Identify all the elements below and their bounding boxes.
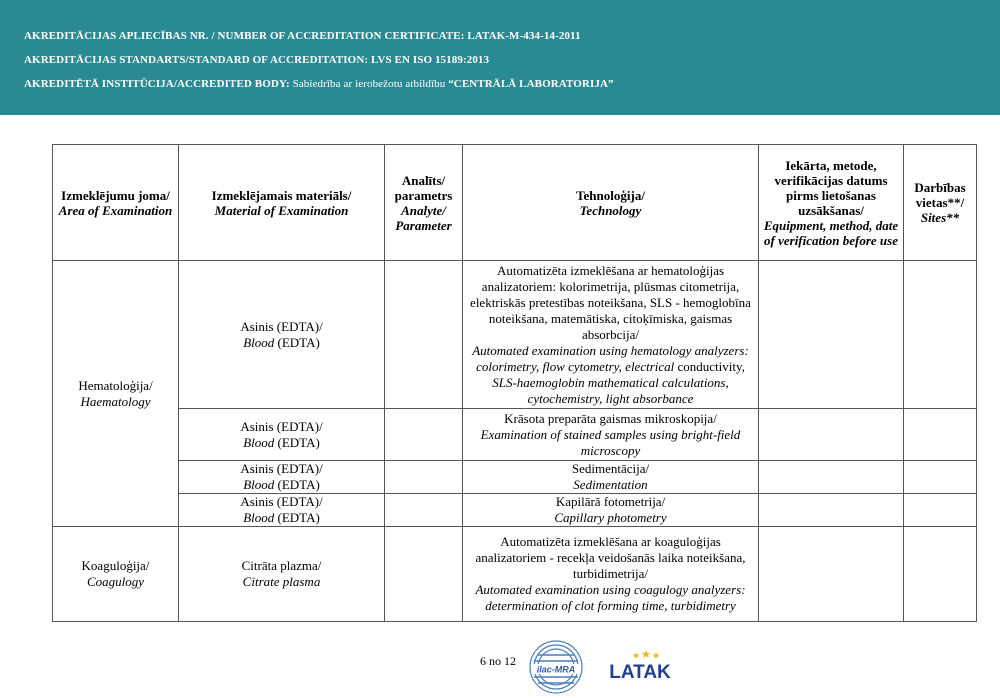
technology-cell: Automatizēta izmeklēšana ar koaguloģijas analizatoriem - recekļa veidošanās laika noteikšana, turbidimetrija/ Automated examination using coagulogy analyzers: determination of clot forming time, turbidimetry [463, 527, 759, 622]
page-number: 6 no 12 [480, 654, 516, 668]
technology-cell: Kapilārā fotometrija/ Capillary photometry [463, 494, 759, 527]
header-sites: Darbības vietas**/ Sites** [904, 145, 977, 261]
material-cell: Asinis (EDTA)/ Blood (EDTA) [179, 494, 385, 527]
technology-cell: Automatizēta izmeklēšana ar hematoloģijas analizatoriem: kolorimetrija, plūsmas citometrija, elektriskās pretestības noteikšana, SLS - hemoglobīna noteikšana, matemātiska, citoķīmiska, gaismas absorbcija/ Automated examination using hematology analyzers: colorimetry, flow cytometry, electrical conductivity, SLS-haemoglobin mathematical calculations, cytochemistry, light absorbance [463, 261, 759, 409]
accredited-body [24, 78, 614, 90]
area-cell: Hematoloģija/ Haematology [53, 261, 179, 527]
latak-logo [604, 648, 676, 682]
header-technology: Tehnoloģija/ Technology [463, 145, 759, 261]
material-cell: Asinis (EDTA)/ Blood (EDTA) [179, 409, 385, 461]
technology-cell: Krāsota preparāta gaismas mikroskopija/ Examination of stained samples using bright-field microscopy [463, 409, 759, 461]
ilac-mra-logo [528, 639, 584, 695]
header-banner [0, 0, 1000, 115]
analyte-cell [385, 261, 463, 409]
material-cell: Citrāta plazma/ Citrate plasma [179, 527, 385, 622]
equipment-cell [759, 461, 904, 494]
equipment-cell [759, 261, 904, 409]
accreditation-scope-table [52, 144, 977, 622]
sites-cell [904, 409, 977, 461]
table-row [53, 261, 977, 409]
accredited-body-name-bold: “CENTRĀLĀ LABORATORIJA” [448, 78, 614, 90]
certificate-number: AKREDITĀCIJAS APLIECĪBAS NR. / NUMBER OF ACCREDITATION CERTIFICATE: LATAK-M-434-14-2011 [24, 30, 581, 42]
latak-logo-text: LATAK [609, 662, 671, 682]
header-equipment: Iekārta, metode, verifikācijas datums pirms lietošanas uzsākšanas/ Equipment, method, date of verification before use [759, 145, 904, 261]
equipment-cell [759, 494, 904, 527]
analyte-cell [385, 527, 463, 622]
accredited-body-name: Sabiedrība ar ierobežotu atbildību [292, 78, 446, 90]
table-row [53, 409, 977, 461]
sites-cell [904, 494, 977, 527]
header-analyte: Analīts/ parametrs Analyte/ Parameter [385, 145, 463, 261]
sites-cell [904, 527, 977, 622]
analyte-cell [385, 494, 463, 527]
ilac-logo-text: ilac-MRA [536, 664, 576, 675]
area-cell: Koaguloģija/ Coagulogy [53, 527, 179, 622]
material-cell: Asinis (EDTA)/ Blood (EDTA) [179, 461, 385, 494]
analyte-cell [385, 461, 463, 494]
table-row [53, 461, 977, 494]
sites-cell [904, 261, 977, 409]
header-material: Izmeklējamais materiāls/ Material of Examination [179, 145, 385, 261]
table-row [53, 494, 977, 527]
sites-cell [904, 461, 977, 494]
analyte-cell [385, 409, 463, 461]
equipment-cell [759, 409, 904, 461]
material-cell: Asinis (EDTA)/ Blood (EDTA) [179, 261, 385, 409]
equipment-cell [759, 527, 904, 622]
table-row [53, 527, 977, 622]
accredited-body-label: AKREDITĒTĀ INSTITŪCIJA/ACCREDITED BODY: [24, 78, 290, 90]
header-area: Izmeklējumu joma/ Area of Examination [53, 145, 179, 261]
technology-cell: Sedimentācija/ Sedimentation [463, 461, 759, 494]
table-header-row [53, 145, 977, 261]
accreditation-standard: AKREDITĀCIJAS STANDARTS/STANDARD OF ACCREDITATION: LVS EN ISO 15189:2013 [24, 54, 490, 66]
